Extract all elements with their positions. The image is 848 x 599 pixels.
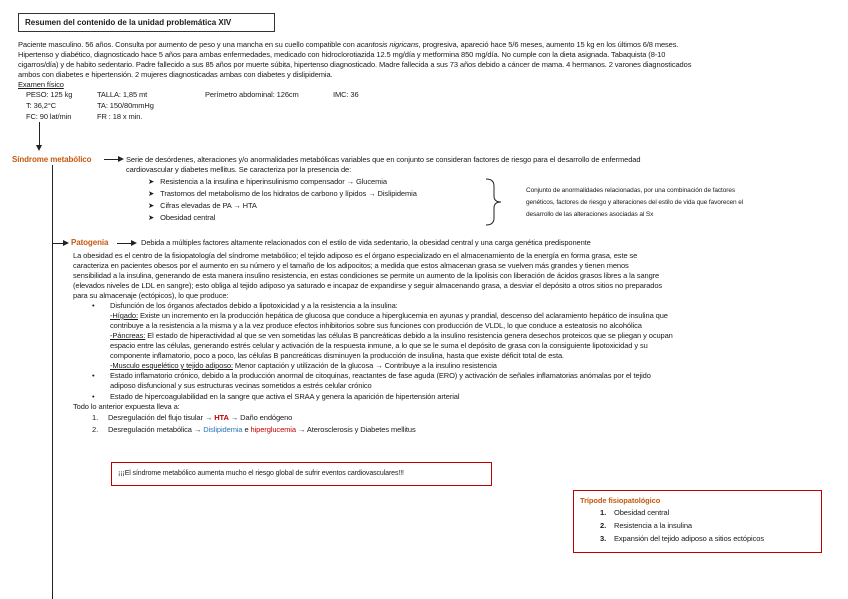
- sindrome-item: ➤ Cifras elevadas de PA → HTA: [148, 201, 257, 210]
- arrow-down-icon: [36, 145, 42, 151]
- intro-line-1: Paciente masculino. 56 años. Consulta por aumento de peso y una mancha en su cuello compatible con acantosis nigricans, progresiva, apareció hace 5/6 meses, aumento 15 kg en los últimos 6/8 meses.: [18, 40, 679, 49]
- sindrome-note-1: Conjunto de anormalidades relacionadas, por una combinación de factores: [526, 187, 735, 194]
- arrow-right-icon: [131, 240, 137, 246]
- pancreas-line-1: -Páncreas: El estado de hiperactividad al que se ven sometidas las células B pancreáticas debido a la insulino resistencia genera desechos proteicos que se pliegan y ocupan: [110, 331, 673, 340]
- sindrome-def-2: cardiovascular y diabetes mellitus. Se caracteriza por la presencia de:: [126, 165, 352, 174]
- patogenia-def: Debida a múltiples factores altamente relacionados con el estilo de vida sedentario, la obesidad central y una carga genética predisponente: [141, 238, 591, 247]
- warning-box: [111, 462, 492, 486]
- numbered-item-2: 2. Desregulación metabólica → Dislipidemia e hiperglucemia → Aterosclerosis y Diabetes mellitus: [92, 425, 416, 434]
- patogenia-p2: caracteriza en pacientes obesos por el aumento en su número y el tamaño de los adipocitos; a medida que estos almacenan grasa se vuelven más grandes y tienen menos: [73, 261, 629, 270]
- exam-talla: TALLA: 1,85 mt: [97, 90, 148, 99]
- tripode-item: 2. Resistencia a la insulina: [600, 521, 692, 530]
- sindrome-item: ➤ Resistencia a la insulina e hiperinsulinismo compensador → Glucemia: [148, 177, 387, 186]
- sindrome-note-3: desarrollo de las alteraciones asociadas al Sx: [526, 211, 654, 218]
- exam-temp: T: 36,2°C: [26, 101, 57, 110]
- exam-fr: FR : 18 x min.: [97, 112, 143, 121]
- page-title: Resumen del contenido de la unidad problemática XIV: [25, 18, 232, 27]
- sindrome-note-2: genéticos, factores de riesgo y alteraciones del estilo de vida que favorecen el: [526, 199, 744, 206]
- patogenia-label: Patogenia: [71, 238, 109, 247]
- exam-imc: IMC: 36: [333, 90, 359, 99]
- pancreas-line-2: espacio entre las células, generando estrés celular y activación de la respuesta inmune, a lo que se le suma el depósito de grasa con la consiguiente lipotoxicidad y su: [110, 341, 648, 350]
- musculo-line: -Musculo esquelético y tejido adiposo: Menor captación y utilización de la glucosa → Contribuye a la insulino resistencia: [110, 361, 497, 370]
- tripode-item: 3. Expansión del tejido adiposo a sitios ectópicos: [600, 534, 764, 543]
- sindrome-arrow-line: [104, 159, 119, 160]
- higado-line-1: -Hígado: Existe un incremento en la producción hepática de glucosa que conduce a hiperglucemia en ayunas y prandial, descenso del aclaramiento hepático de insulina que: [110, 311, 668, 320]
- brace-icon: [484, 178, 504, 226]
- pancreas-line-3: componente inflamatorio, poco a poco, las células B pancreáticas disminuyen la producción de insulina, hasta que existe déficit total de esta.: [110, 351, 564, 360]
- exam-peso: PESO: 125 kg: [26, 90, 73, 99]
- patogenia-b2a: Estado inflamatorio crónico, debido a la producción anormal de citoquinas, reactantes de fase aguda (ERO) y activación de señales inflamatorias anómalas por el tejido: [110, 371, 651, 380]
- patogenia-p3: sensibilidad a la insulina, generando de esta manera insulino resistencia, en estas condiciones se permite un aumento de la lipolisis con liberación de ácidos grasos libres a la sangre: [73, 271, 660, 280]
- exam-ta: TA: 150/80mmHg: [97, 101, 154, 110]
- sindrome-label: Síndrome metabólico: [12, 155, 92, 164]
- patogenia-p1: La obesidad es el centro de la fisiopatología del síndrome metabólico; el tejido adiposo es el órgano especializado en el almacenamiento de la energía en forma grasa, este se: [73, 251, 638, 260]
- arrow-right-icon: [118, 156, 124, 162]
- sindrome-item: ➤ Trastornos del metabolismo de los hidratos de carbono y lípidos → Dislipidemia: [148, 189, 417, 198]
- intro-line-2: Hipertenso y diabético, diagnosticado hace 5 años para ambas enfermedades, medicado con hidroclorotiazida 12.5 mg/día y metformina 850 mg/día. No cumple con la dieta asignada. Tabaquista (8-10: [18, 50, 666, 59]
- main-vertical-line: [52, 165, 53, 599]
- patogenia-todo: Todo lo anterior expuesta lleva a:: [73, 402, 180, 411]
- sindrome-def-1: Serie de desórdenes, alteraciones y/o anormalidades metabólicas variables que en conjunto se consideran factores de riesgo para el desarrollo de enfermedad: [126, 155, 641, 164]
- tripode-box: [573, 490, 822, 553]
- intro-line-3: cigarros/día) y de habito sedentario. Padre fallecido a sus 85 años por muerte súbita, hipertenso diagnosticado. Madre fallecida a sus 73 años debido a cáncer de mama. 4 hermanos. 2 varones diagnosticados: [18, 60, 692, 69]
- flow-arrow-line: [39, 122, 40, 145]
- tripode-item: 1. Obesidad central: [600, 508, 670, 517]
- intro-line-4: ambos con diabetes e hipertensión. 2 mujeres diagnosticadas ambas con diabetes y dislipidemia.: [18, 70, 333, 79]
- exam-fc: FC: 90 lat/min: [26, 112, 72, 121]
- warning-text: ¡¡¡El síndrome metabólico aumenta mucho el riesgo global de sufrir eventos cardiovasculares!!!: [118, 470, 404, 477]
- patogenia-b3: Estado de hipercoagulabilidad en la sangre que activa el SRAA y genera la aparición de hipertensión arterial: [110, 392, 460, 401]
- bullet-item: •: [92, 371, 95, 380]
- tripode-title: Trípode fisiopatológico: [580, 496, 661, 505]
- patogenia-arrow-line: [117, 243, 132, 244]
- sindrome-item: ➤ Obesidad central: [148, 213, 216, 222]
- patogenia-b1: Disfunción de los órganos afectados debido a lipotoxicidad y a la resistencia a la insulina:: [110, 301, 398, 310]
- exam-perimetro: Perímetro abdominal: 126cm: [205, 90, 299, 99]
- exam-heading: Examen físico: [18, 80, 64, 89]
- bullet-item: •: [92, 301, 95, 310]
- patogenia-b2b: adiposo disfuncional y sus estructuras vecinas sometidos a estrés celular crónico: [110, 381, 372, 390]
- patogenia-p5: para su almacenaje (ectópicos), lo que produce:: [73, 291, 229, 300]
- patogenia-p4: (elevados niveles de LDL en sangre); esto obliga al tejido adiposo ya saturado e incapaz de expandirse y seguir almacenando grasa, a desviar el depósito a otros sitios no preparados: [73, 281, 663, 290]
- acantosis-term: acantosis nigricans: [356, 40, 419, 49]
- numbered-item-1: 1. Desregulación del flujo tisular → HTA → Daño endógeno: [92, 413, 293, 422]
- arrow-right-icon: [63, 240, 69, 246]
- bullet-item: •: [92, 392, 95, 401]
- title-box: [18, 13, 275, 32]
- higado-line-2: contribuye a la resistencia a la misma y a la vez produce efectos inhibitorios sobre sus funciones con producción de VLDL, lo que conduce a esteatosis no alcohólica: [110, 321, 642, 330]
